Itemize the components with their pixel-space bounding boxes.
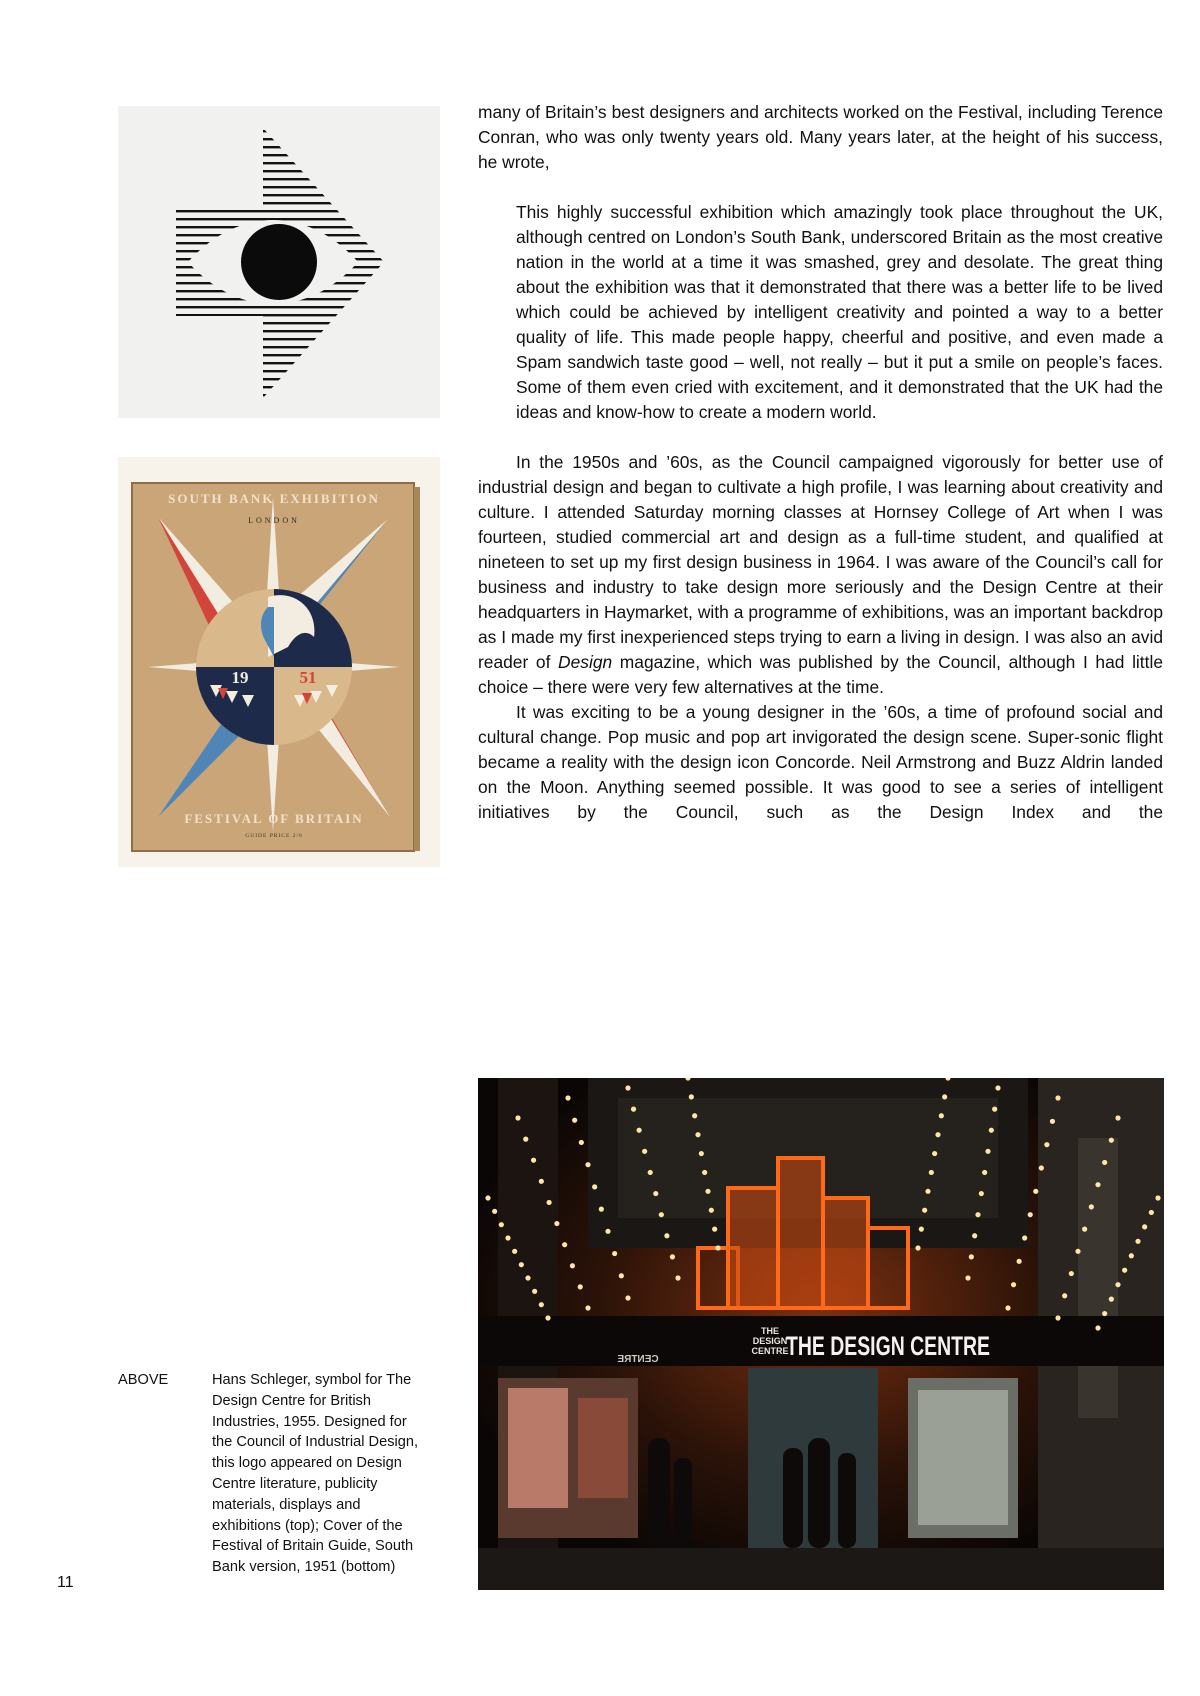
paragraph-3: It was exciting to be a young designer in the ’60s, a time of profound social and cultural change. Pop music and pop art invigorated the design scene. Super-sonic flight became a reality with the design icon Concorde. Neil Armstrong and Buzz Aldrin landed on the Moon. Anything seemed possible. It was good to see a series of intelligent initiatives by the Council, such as the Design Index and the: [478, 702, 1163, 822]
string-light: [989, 1128, 994, 1133]
photo-mirrored-sign: CENTRE: [617, 1354, 659, 1365]
string-light: [525, 1275, 530, 1280]
string-light: [985, 1149, 990, 1154]
string-light: [982, 1170, 987, 1175]
string-light: [1062, 1293, 1067, 1298]
string-light: [485, 1195, 490, 1200]
photo-main-sign: THE DESIGN CENTRE: [785, 1330, 991, 1361]
string-light: [572, 1118, 577, 1123]
string-light: [919, 1227, 924, 1232]
photo-small-sign-2: DESIGN: [752, 1336, 788, 1346]
string-light: [975, 1212, 980, 1217]
string-light: [562, 1242, 567, 1247]
string-light: [664, 1233, 669, 1238]
string-light: [619, 1273, 624, 1278]
string-light: [979, 1191, 984, 1196]
string-light: [995, 1085, 1000, 1090]
block-quote: This highly successful exhibition which amazingly took place throughout the UK, although centred on London’s South Bank, underscored Britain as the most creative nation in the world at a time it was smashed, grey and desolate. The great thing about the exhibition was that it demonstrated that there was a better life to be lived which could be achieved by intelligent creativity and pointed a way to a better quality of life. This made people happy, cheerful and positive, and even made a Spam sandwich taste good – well, not really – but it put a smile on people’s faces. Some of them even cried with excitement, and it demonstrated that the UK had the ideas and know-how to create a modern world.: [516, 202, 1163, 422]
string-light: [578, 1284, 583, 1289]
string-light: [922, 1208, 927, 1213]
string-light: [625, 1085, 630, 1090]
string-light: [689, 1094, 694, 1099]
string-light: [1149, 1210, 1154, 1215]
cover-top-text: SOUTH BANK EXHIBITION: [168, 491, 380, 506]
string-light: [499, 1222, 504, 1227]
string-light: [1089, 1204, 1094, 1209]
string-light: [539, 1179, 544, 1184]
string-light: [523, 1137, 528, 1142]
string-light: [579, 1140, 584, 1145]
design-magazine-title: Design: [558, 652, 613, 672]
string-light: [637, 1128, 642, 1133]
string-light: [1115, 1115, 1120, 1120]
string-light: [705, 1189, 710, 1194]
caption-text: Hans Schleger, symbol for The Design Centre for British Industries, 1955. Designed for the Council of Industrial Design, this logo appeared on Design Centre literature, publicity materials, displays and exhibitions (top); Cover of the Festival of Britain Guide, South Bank version, 1951 (bottom): [212, 1372, 419, 1576]
string-light: [675, 1275, 680, 1280]
string-light: [512, 1249, 517, 1254]
string-light: [599, 1207, 604, 1212]
string-light: [1115, 1282, 1120, 1287]
string-light: [659, 1212, 664, 1217]
photo-small-sign-1: THE: [761, 1326, 779, 1336]
caption-label: ABOVE: [118, 1372, 169, 1388]
string-light: [1109, 1138, 1114, 1143]
design-centre-photo: [478, 1078, 1164, 1590]
string-light: [1095, 1325, 1100, 1330]
string-light: [515, 1115, 520, 1120]
festival-guide-cover-image: [118, 457, 440, 867]
string-light: [1011, 1282, 1016, 1287]
string-light: [942, 1094, 947, 1099]
string-light: [625, 1295, 630, 1300]
string-light: [1135, 1239, 1140, 1244]
string-light: [1075, 1249, 1080, 1254]
cover-price-text: GUIDE PRICE 2/6: [245, 833, 303, 839]
cover-city-text: LONDON: [248, 516, 300, 525]
string-light: [648, 1170, 653, 1175]
string-light: [715, 1245, 720, 1250]
string-light: [539, 1302, 544, 1307]
string-light: [925, 1189, 930, 1194]
string-light: [532, 1289, 537, 1294]
string-light: [1017, 1259, 1022, 1264]
cover-year-right: 51: [299, 668, 317, 687]
string-light: [1095, 1182, 1100, 1187]
string-light: [1109, 1297, 1114, 1302]
string-light: [531, 1158, 536, 1163]
string-light: [1033, 1189, 1038, 1194]
string-light: [692, 1113, 697, 1118]
string-light: [709, 1208, 714, 1213]
string-light: [935, 1132, 940, 1137]
string-light: [1129, 1253, 1134, 1258]
string-light: [605, 1229, 610, 1234]
photo-small-sign-3: CENTRE: [751, 1346, 789, 1356]
string-light: [695, 1132, 700, 1137]
string-light: [585, 1305, 590, 1310]
string-light: [1102, 1311, 1107, 1316]
design-centre-symbol-image: [118, 106, 440, 418]
string-light: [712, 1227, 717, 1232]
string-light: [992, 1107, 997, 1112]
string-light: [670, 1254, 675, 1259]
string-light: [519, 1262, 524, 1267]
string-light: [585, 1162, 590, 1167]
string-light: [1055, 1315, 1060, 1320]
page-number: 11: [57, 1574, 74, 1591]
string-light: [1005, 1305, 1010, 1310]
string-light: [642, 1149, 647, 1154]
string-light: [492, 1209, 497, 1214]
body-text-column: [478, 100, 1163, 825]
string-light: [1039, 1165, 1044, 1170]
string-light: [972, 1233, 977, 1238]
string-light: [699, 1151, 704, 1156]
string-light: [969, 1254, 974, 1259]
string-light: [545, 1315, 550, 1320]
string-light: [1102, 1160, 1107, 1165]
string-light: [1142, 1224, 1147, 1229]
string-light: [1050, 1119, 1055, 1124]
string-light: [592, 1184, 597, 1189]
string-light: [1044, 1142, 1049, 1147]
string-light: [1055, 1095, 1060, 1100]
cover-bottom-text: FESTIVAL OF BRITAIN: [184, 811, 364, 826]
string-light: [547, 1200, 552, 1205]
paragraph-2: In the 1950s and ’60s, as the Council campaigned vigorously for better use of industrial design and began to cultivate a high profile, I was learning about creativity and culture. I attended Saturday morning classes at Hornsey College of Art when I was fourteen, studied commercial art and design as a full-time student, and qualified at nineteen to set up my first design business in 1964. I was aware of the Council’s call for business and industry to take design more seriously and the Design Centre at their headquarters in Haymarket, with a programme of exhibitions, was an important backdrop as I made my first inexperienced steps trying to earn a living in design. I was also an avid reader of Design magazine, which was published by the Council, although I had little choice – there were very few alternatives at the time.: [478, 452, 1163, 697]
string-light: [612, 1251, 617, 1256]
string-light: [570, 1263, 575, 1268]
string-light: [554, 1221, 559, 1226]
string-light: [965, 1275, 970, 1280]
string-light: [1028, 1212, 1033, 1217]
string-light: [653, 1191, 658, 1196]
string-light: [1155, 1195, 1160, 1200]
string-light: [1122, 1268, 1127, 1273]
string-light: [939, 1113, 944, 1118]
cover-year-left: 19: [231, 668, 249, 687]
string-light: [932, 1151, 937, 1156]
string-light: [1022, 1235, 1027, 1240]
string-light: [1069, 1271, 1074, 1276]
string-light: [929, 1170, 934, 1175]
paragraph-1: many of Britain’s best designers and architects worked on the Festival, including Terence Conran, who was only twenty years old. Many years later, at the height of his success, he wrote,: [478, 102, 1163, 172]
string-light: [702, 1170, 707, 1175]
string-light: [915, 1245, 920, 1250]
string-light: [1082, 1227, 1087, 1232]
string-light: [631, 1107, 636, 1112]
string-light: [565, 1095, 570, 1100]
string-light: [505, 1235, 510, 1240]
